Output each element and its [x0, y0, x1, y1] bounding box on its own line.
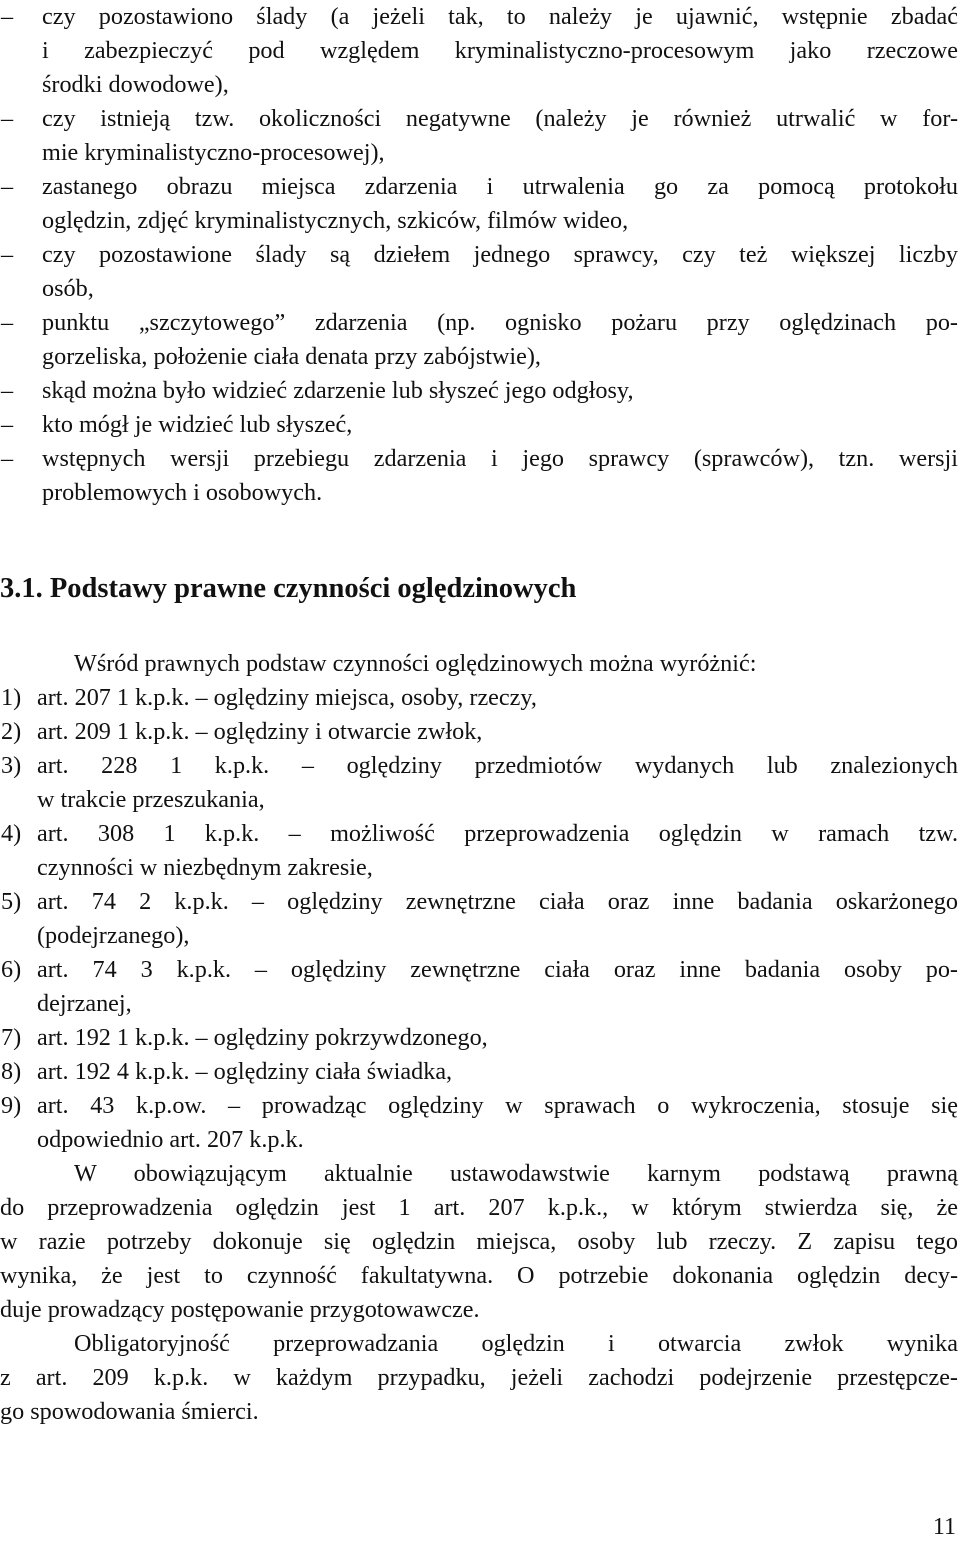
paragraph-line: z art. 209 k.p.k. w każdym przypadku, jeżeli zachodzi podejrzenie przestępcze-: [0, 1364, 958, 1391]
list-item: [0, 749, 958, 817]
section-heading: 3.1. Podstawy prawne czynności oględzinowych: [0, 573, 577, 604]
dash-bullet: –: [1, 173, 14, 200]
list-item-line: czy istnieją tzw. okoliczności negatywne (należy je również utrwalić w for-: [42, 105, 958, 132]
list-item: [0, 1089, 958, 1157]
list-item-line: zastanego obrazu miejsca zdarzenia i utrwalenia go za pomocą protokołu: [42, 173, 958, 200]
list-item: [0, 238, 958, 306]
list-item-line: art. 43 k.p.ow. – prowadząc oględziny w sprawach o wykroczenia, stosuje się: [37, 1092, 958, 1119]
list-item-line: art. 209 1 k.p.k. – oględziny i otwarcie zwłok,: [37, 718, 483, 745]
list-item-line: środki dowodowe),: [42, 71, 229, 98]
item-number: 4): [1, 820, 22, 847]
list-item-line: (podejrzanego),: [37, 922, 190, 949]
list-item-line: dejrzanej,: [37, 990, 132, 1017]
dash-bullet: –: [1, 377, 14, 404]
list-item-line: osób,: [42, 275, 94, 302]
list-item-line: art. 74 2 k.p.k. – oględziny zewnętrzne ciała oraz inne badania oskarżonego: [37, 888, 958, 915]
list-item-line: odpowiednio art. 207 k.p.k.: [37, 1126, 304, 1153]
list-item-line: kto mógł je widzieć lub słyszeć,: [42, 411, 353, 438]
list-item-line: czy pozostawiono ślady (a jeżeli tak, to należy je ujawnić, wstępnie zbadać: [42, 3, 958, 30]
list-item-line: art. 308 1 k.p.k. – możliwość przeprowadzenia oględzin w ramach tzw.: [37, 820, 958, 847]
paragraph: [0, 1157, 958, 1327]
list-item-line: art. 74 3 k.p.k. – oględziny zewnętrzne ciała oraz inne badania osoby po-: [37, 956, 958, 983]
list-item: [0, 0, 958, 102]
dash-bullet: –: [1, 105, 14, 132]
paragraph-line: go spowodowania śmierci.: [0, 1398, 259, 1425]
section-intro: Wśród prawnych podstaw czynności oględzinowych można wyróżnić:: [74, 650, 757, 677]
page-number: 11: [932, 1514, 956, 1540]
list-item: [0, 170, 958, 238]
item-number: 9): [1, 1092, 22, 1119]
list-item-line: problemowych i osobowych.: [42, 479, 323, 506]
paragraph-line: wynika, że jest to czynność fakultatywna. O potrzebie dokonania oględzin decy-: [0, 1262, 958, 1289]
list-item: [0, 715, 958, 749]
dash-bullet: –: [1, 241, 14, 268]
paragraph-line: do przeprowadzenia oględzin jest 1 art. 207 k.p.k., w którym stwierdza się, że: [0, 1194, 958, 1221]
dash-list: [0, 0, 958, 510]
list-item-line: art. 192 1 k.p.k. – oględziny pokrzywdzonego,: [37, 1024, 488, 1051]
list-item: [0, 1021, 958, 1055]
list-item: [0, 442, 958, 510]
list-item-line: art. 192 4 k.p.k. – oględziny ciała świadka,: [37, 1058, 453, 1085]
list-item-line: i zabezpieczyć pod względem kryminalistyczno-procesowym jako rzeczowe: [42, 37, 958, 64]
paragraph-line: Obligatoryjność przeprowadzania oględzin i otwarcia zwłok wynika: [74, 1330, 958, 1357]
paragraph-line: w razie potrzeby dokonuje się oględzin miejsca, osoby lub rzeczy. Z zapisu tego: [0, 1228, 958, 1255]
list-item-line: art. 228 1 k.p.k. – oględziny przedmiotów wydanych lub znalezionych: [37, 752, 958, 779]
list-item: [0, 374, 958, 408]
list-item-line: w trakcie przeszukania,: [37, 786, 265, 813]
list-item: [0, 885, 958, 953]
list-item: [0, 408, 958, 442]
list-item-line: czy pozostawione ślady są dziełem jednego sprawcy, czy też większej liczby: [42, 241, 958, 268]
list-item: [0, 306, 958, 374]
list-item-line: gorzeliska, położenie ciała denata przy zabójstwie),: [42, 343, 541, 370]
list-item-line: punktu „szczytowego” zdarzenia (np. ognisko pożaru przy oględzinach po-: [42, 309, 958, 336]
dash-bullet: –: [1, 411, 14, 438]
item-number: 6): [1, 956, 22, 983]
list-item-line: czynności w niezbędnym zakresie,: [37, 854, 373, 881]
numbered-list: [0, 681, 958, 1157]
list-item-line: wstępnych wersji przebiegu zdarzenia i jego sprawcy (sprawców), tzn. wersji: [42, 445, 958, 472]
dash-bullet: –: [1, 445, 14, 472]
item-number: 8): [1, 1058, 22, 1085]
list-item: [0, 681, 958, 715]
list-item: [0, 102, 958, 170]
item-number: 5): [1, 888, 22, 915]
item-number: 3): [1, 752, 22, 779]
list-item-line: oględzin, zdjęć kryminalistycznych, szkiców, filmów wideo,: [42, 207, 629, 234]
paragraph-line: W obowiązującym aktualnie ustawodawstwie karnym podstawą prawną: [74, 1160, 958, 1187]
list-item: [0, 1055, 958, 1089]
paragraph-line: duje prowadzący postępowanie przygotowawcze.: [0, 1296, 480, 1323]
list-item-line: art. 207 1 k.p.k. – oględziny miejsca, osoby, rzeczy,: [37, 684, 537, 711]
item-number: 2): [1, 718, 22, 745]
paragraph: [0, 1327, 958, 1429]
list-item-line: skąd można było widzieć zdarzenie lub słyszeć jego odgłosy,: [42, 377, 634, 404]
list-item-line: mie kryminalistyczno-procesowej),: [42, 139, 385, 166]
dash-bullet: –: [1, 3, 14, 30]
list-item: [0, 817, 958, 885]
item-number: 7): [1, 1024, 22, 1051]
item-number: 1): [1, 684, 22, 711]
list-item: [0, 953, 958, 1021]
dash-bullet: –: [1, 309, 14, 336]
